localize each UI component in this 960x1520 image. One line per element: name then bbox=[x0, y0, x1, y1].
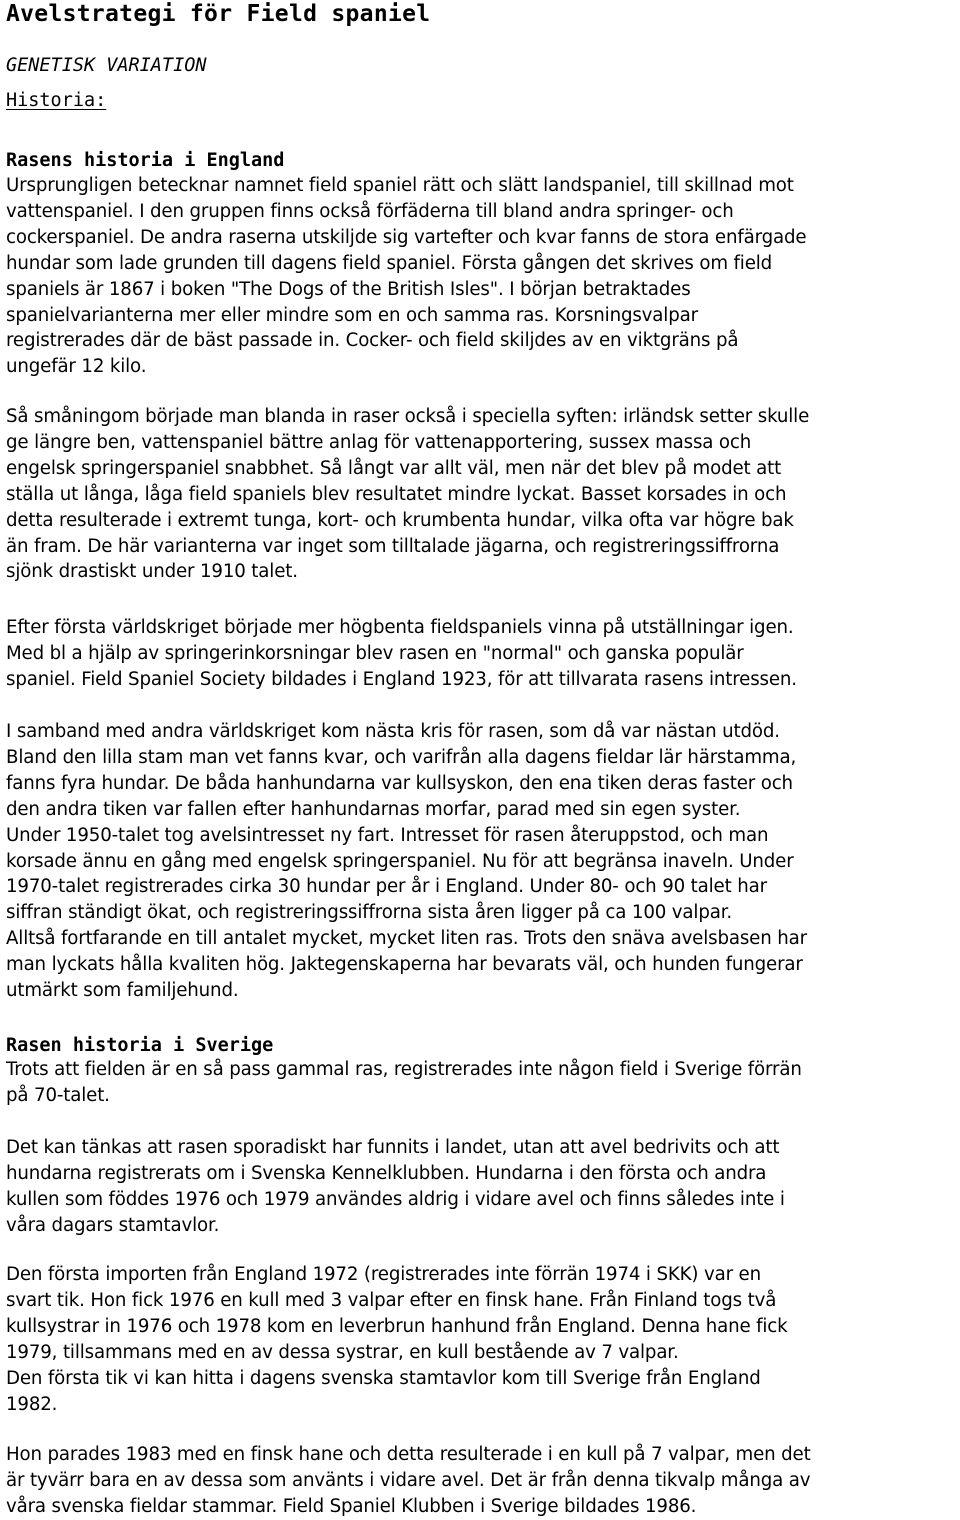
text-line: än fram. De här varianterna var inget som tilltalade jägarna, och registreringssiffrorna bbox=[6, 535, 780, 557]
paragraph-sverige-3 bbox=[6, 1262, 958, 1417]
text-line: Med bl a hjälp av springerinkorsningar blev rasen en "normal" och ganska populär bbox=[6, 642, 744, 664]
text-line: utmärkt som familjehund. bbox=[6, 980, 239, 1002]
paragraph-england-2 bbox=[6, 404, 958, 585]
text-line: korsade ännu en gång med engelsk springerspaniel. Nu för att begränsa inaveln. Under bbox=[6, 850, 794, 872]
text-line: ge längre ben, vattenspaniel bättre anlag för vattenapportering, sussex massa och bbox=[6, 431, 752, 453]
document-title: Avelstrategi för Field spaniel bbox=[6, 1, 431, 27]
text-line: Trots att fielden är en så pass gammal ras, registrerades inte någon field i Sverige förrän bbox=[6, 1059, 802, 1080]
text-line: kullsystrar in 1976 och 1978 kom en leverbrun hanhund från England. Denna hane fick bbox=[6, 1315, 788, 1337]
paragraph-england-4 bbox=[6, 719, 958, 1004]
section-subtitle: GENETISK VARIATION bbox=[6, 55, 207, 76]
text-line: på 70-talet. bbox=[6, 1084, 110, 1106]
text-line: spanielvarianterna mer eller mindre som en och samma ras. Korsningsvalpar bbox=[6, 304, 698, 326]
text-line: Under 1950-talet tog avelsintresset ny fart. Intresset för rasen återuppstod, och man bbox=[6, 824, 769, 846]
text-line: 1970-talet registrerades cirka 30 hundar per år i England. Under 80- och 90 talet har bbox=[6, 876, 767, 898]
text-line: engelsk springerspaniel snabbhet. Så långt var allt väl, men när det blev på modet att bbox=[6, 457, 782, 479]
text-line: är tyvärr bara en av dessa som använts i vidare avel. Det är från denna tikvalp många av bbox=[6, 1469, 811, 1491]
text-line: Hon parades 1983 med en finsk hane och detta resulterade i en kull på 7 valpar, men det bbox=[6, 1444, 811, 1465]
text-line: siffran ständigt ökat, och registreringssiffrorna sista åren ligger på ca 100 valpar. bbox=[6, 902, 732, 924]
text-line: 1982. bbox=[6, 1393, 58, 1415]
text-line: Bland den lilla stam man vet fanns kvar, och varifrån alla dagens fieldar lär härstamma, bbox=[6, 746, 797, 768]
text-line: spaniel. Field Spaniel Society bildades i England 1923, för att tillvarata rasens intressen. bbox=[6, 668, 797, 690]
text-line: svart tik. Hon fick 1976 en kull med 3 valpar efter en finsk hane. Från Finland togs två bbox=[6, 1289, 777, 1311]
paragraph-sverige-4 bbox=[6, 1442, 958, 1520]
text-line: kullen som föddes 1976 och 1979 användes aldrig i vidare avel och finns således inte i bbox=[6, 1188, 785, 1210]
text-line: spaniels är 1867 i boken "The Dogs of the British Isles". I början betraktades bbox=[6, 278, 691, 300]
text-line: Den första importen från England 1972 (registrerades inte förrän 1974 i SKK) var en bbox=[6, 1264, 761, 1285]
text-line: våra svenska fieldar stammar. Field Spaniel Klubben i Sverige bildades 1986. bbox=[6, 1495, 697, 1517]
text-line: sjönk drastiskt under 1910 talet. bbox=[6, 561, 298, 583]
text-line: hundar som lade grunden till dagens field spaniel. Första gången det skrives om field bbox=[6, 252, 773, 274]
text-line: fanns fyra hundar. De båda hanhundarna var kullsyskon, den ena tiken deras faster och bbox=[6, 772, 793, 794]
text-line: våra dagars stamtavlor. bbox=[6, 1214, 220, 1236]
heading-england: Rasens historia i England bbox=[6, 150, 285, 171]
paragraph-sverige-2 bbox=[6, 1135, 958, 1239]
heading-sverige: Rasen historia i Sverige bbox=[6, 1035, 274, 1056]
text-line: man lyckats hålla kvaliten hög. Jaktegenskaperna har bevarats väl, och hunden fungerar bbox=[6, 954, 803, 976]
text-line: registrerades där de bäst passade in. Cocker- och field skiljdes av en viktgräns på bbox=[6, 330, 739, 352]
paragraph-sverige-1 bbox=[6, 1057, 958, 1109]
text-line: 1979, tillsammans med en av dessa systrar, en kull bestående av 7 valpar. bbox=[6, 1341, 679, 1363]
text-line: den andra tiken var fallen efter hanhundarnas morfar, parad med sin egen syster. bbox=[6, 798, 741, 820]
text-line: Den första tik vi kan hitta i dagens svenska stamtavlor kom till Sverige från England bbox=[6, 1367, 761, 1389]
text-line: Efter första världskriget började mer högbenta fieldspaniels vinna på utställningar igen. bbox=[6, 617, 794, 638]
text-line: detta resulterade i extremt tunga, kort- och krumbenta hundar, vilka ofta var högre bak bbox=[6, 509, 794, 531]
paragraph-england-1 bbox=[6, 173, 958, 380]
text-line: Så småningom började man blanda in raser också i speciella syften: irländsk setter skulle bbox=[6, 406, 810, 427]
text-line: cockerspaniel. De andra raserna utskiljde sig vartefter och kvar fanns de stora enfärgade bbox=[6, 226, 807, 248]
history-heading-link[interactable]: Historia: bbox=[6, 90, 107, 111]
text-line: Ursprungligen betecknar namnet field spaniel rätt och slätt landspaniel, till skillnad mot bbox=[6, 175, 794, 196]
text-line: hundarna registrerats om i Svenska Kennelklubben. Hundarna i den första och andra bbox=[6, 1162, 767, 1184]
text-line: Det kan tänkas att rasen sporadiskt har funnits i landet, utan att avel bedrivits och att bbox=[6, 1137, 780, 1158]
text-line: vattenspaniel. I den gruppen finns också förfäderna till bland andra springer- och bbox=[6, 200, 734, 222]
text-line: ställa ut långa, låga field spaniels blev resultatet mindre lyckat. Basset korsades in och bbox=[6, 483, 787, 505]
text-line: Alltså fortfarande en till antalet mycket, mycket liten ras. Trots den snäva avelsbasen har bbox=[6, 928, 807, 950]
text-line: ungefär 12 kilo. bbox=[6, 356, 147, 378]
paragraph-england-3 bbox=[6, 615, 958, 693]
text-line: I samband med andra världskriget kom nästa kris för rasen, som då var nästan utdöd. bbox=[6, 721, 780, 742]
